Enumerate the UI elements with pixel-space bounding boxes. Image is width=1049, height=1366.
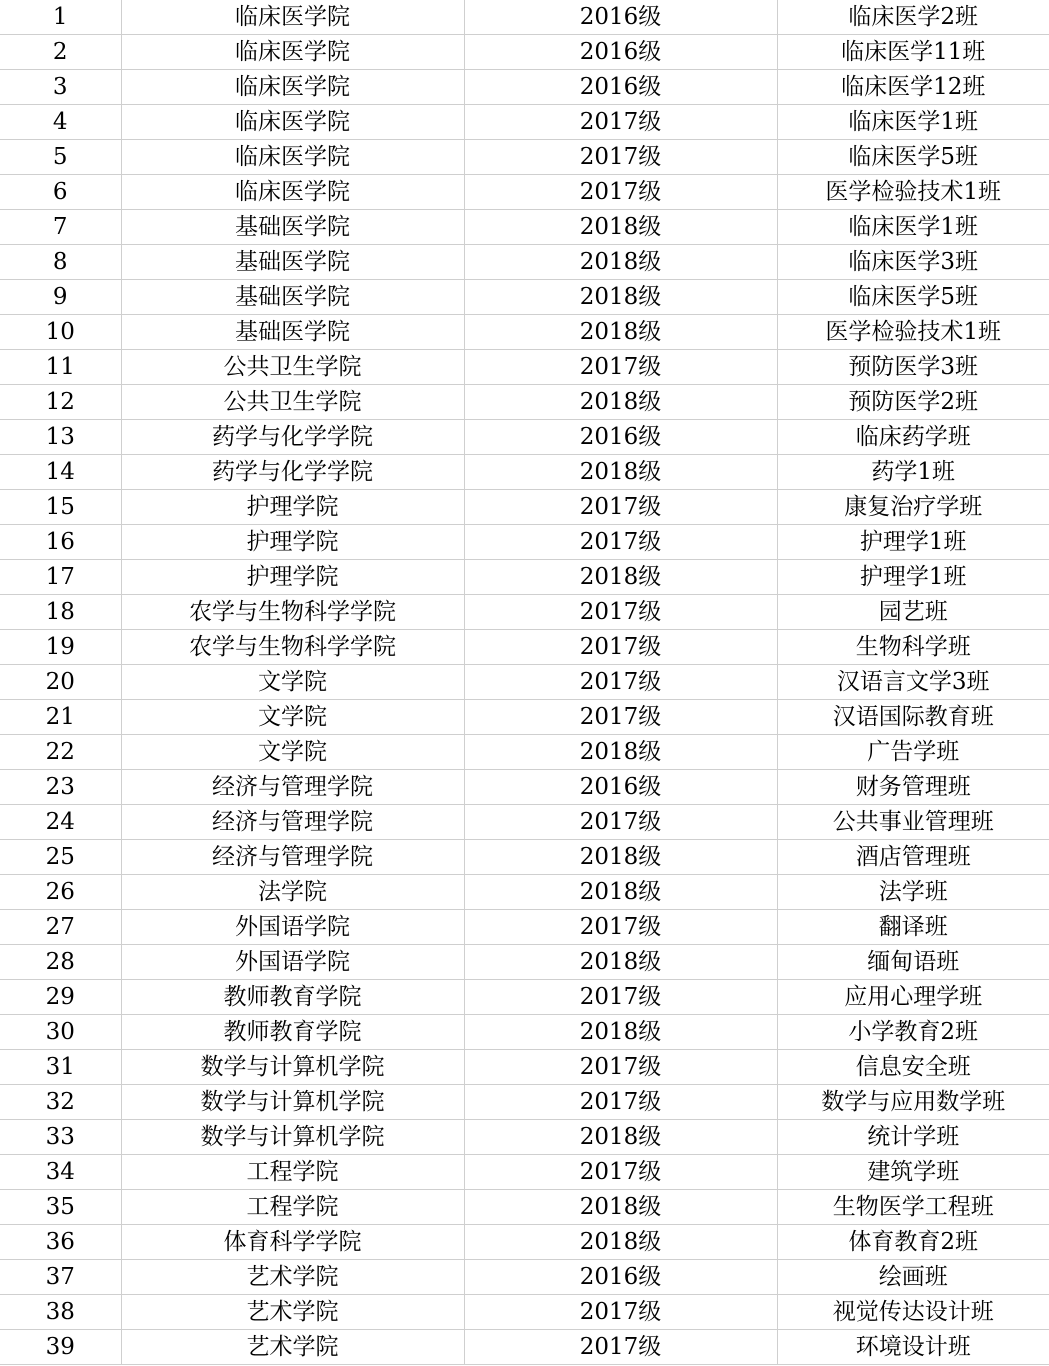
- table-row: [0, 350, 1049, 385]
- college-cell[interactable]: 农学与生物科学学院: [121, 630, 464, 665]
- class-name-cell[interactable]: 法学班: [777, 875, 1049, 910]
- class-name-cell[interactable]: 小学教育2班: [777, 1015, 1049, 1050]
- row-number-cell[interactable]: 21: [0, 700, 121, 735]
- college-cell[interactable]: 体育科学学院: [121, 1225, 464, 1260]
- college-cell[interactable]: 药学与化学学院: [121, 455, 464, 490]
- grade-cell[interactable]: 2017级: [464, 1155, 777, 1190]
- grade-cell[interactable]: 2018级: [464, 1120, 777, 1155]
- table-row: [0, 210, 1049, 245]
- college-cell[interactable]: 文学院: [121, 700, 464, 735]
- table-row: [0, 385, 1049, 420]
- table-row: [0, 630, 1049, 665]
- class-name-cell[interactable]: 建筑学班: [777, 1155, 1049, 1190]
- class-name-cell[interactable]: 财务管理班: [777, 770, 1049, 805]
- table-row: [0, 0, 1049, 35]
- row-number-cell[interactable]: 33: [0, 1120, 121, 1155]
- row-number-cell[interactable]: 36: [0, 1225, 121, 1260]
- class-name-cell[interactable]: 康复治疗学班: [777, 490, 1049, 525]
- grade-cell[interactable]: 2018级: [464, 315, 777, 350]
- row-number-cell[interactable]: 28: [0, 945, 121, 980]
- row-number-cell[interactable]: 5: [0, 140, 121, 175]
- college-cell[interactable]: 经济与管理学院: [121, 805, 464, 840]
- grade-cell[interactable]: 2018级: [464, 385, 777, 420]
- row-number-cell[interactable]: 4: [0, 105, 121, 140]
- grade-cell[interactable]: 2016级: [464, 0, 777, 35]
- table-row: [0, 280, 1049, 315]
- row-number-cell[interactable]: 6: [0, 175, 121, 210]
- row-number-cell[interactable]: 32: [0, 1085, 121, 1120]
- grade-cell[interactable]: 2017级: [464, 525, 777, 560]
- row-number-cell[interactable]: 17: [0, 560, 121, 595]
- college-cell[interactable]: 临床医学院: [121, 175, 464, 210]
- row-number-cell[interactable]: 19: [0, 630, 121, 665]
- table-row: [0, 980, 1049, 1015]
- row-number-cell[interactable]: 25: [0, 840, 121, 875]
- college-cell[interactable]: 艺术学院: [121, 1330, 464, 1365]
- table-row: [0, 315, 1049, 350]
- table-row: [0, 700, 1049, 735]
- grade-cell[interactable]: 2018级: [464, 875, 777, 910]
- table-row: [0, 1225, 1049, 1260]
- table-row: [0, 420, 1049, 455]
- college-cell[interactable]: 艺术学院: [121, 1260, 464, 1295]
- grade-cell[interactable]: 2016级: [464, 770, 777, 805]
- college-cell[interactable]: 文学院: [121, 665, 464, 700]
- college-cell[interactable]: 经济与管理学院: [121, 770, 464, 805]
- class-name-cell[interactable]: 汉语国际教育班: [777, 700, 1049, 735]
- class-name-cell[interactable]: 统计学班: [777, 1120, 1049, 1155]
- class-name-cell[interactable]: 药学1班: [777, 455, 1049, 490]
- table-row: [0, 1050, 1049, 1085]
- class-name-cell[interactable]: 广告学班: [777, 735, 1049, 770]
- table-row: [0, 1330, 1049, 1365]
- class-name-cell[interactable]: 临床医学1班: [777, 105, 1049, 140]
- row-number-cell[interactable]: 20: [0, 665, 121, 700]
- college-cell[interactable]: 基础医学院: [121, 315, 464, 350]
- row-number-cell[interactable]: 18: [0, 595, 121, 630]
- class-name-cell[interactable]: 汉语言文学3班: [777, 665, 1049, 700]
- grade-cell[interactable]: 2016级: [464, 1260, 777, 1295]
- table-row: [0, 35, 1049, 70]
- table-row: [0, 140, 1049, 175]
- college-cell[interactable]: 公共卫生学院: [121, 385, 464, 420]
- table-row: [0, 105, 1049, 140]
- grade-cell[interactable]: 2017级: [464, 1295, 777, 1330]
- college-cell[interactable]: 数学与计算机学院: [121, 1120, 464, 1155]
- row-number-cell[interactable]: 23: [0, 770, 121, 805]
- class-name-cell[interactable]: 临床医学12班: [777, 70, 1049, 105]
- table-row: [0, 770, 1049, 805]
- table-row: [0, 840, 1049, 875]
- class-name-cell[interactable]: 医学检验技术1班: [777, 315, 1049, 350]
- college-cell[interactable]: 文学院: [121, 735, 464, 770]
- row-number-cell[interactable]: 27: [0, 910, 121, 945]
- class-name-cell[interactable]: 临床医学5班: [777, 280, 1049, 315]
- grade-cell[interactable]: 2018级: [464, 245, 777, 280]
- college-cell[interactable]: 工程学院: [121, 1155, 464, 1190]
- college-cell[interactable]: 临床医学院: [121, 35, 464, 70]
- row-number-cell[interactable]: 22: [0, 735, 121, 770]
- row-number-cell[interactable]: 9: [0, 280, 121, 315]
- table-row: [0, 875, 1049, 910]
- class-name-cell[interactable]: 预防医学3班: [777, 350, 1049, 385]
- grade-cell[interactable]: 2016级: [464, 35, 777, 70]
- college-cell[interactable]: 法学院: [121, 875, 464, 910]
- row-number-cell[interactable]: 10: [0, 315, 121, 350]
- class-name-cell[interactable]: 应用心理学班: [777, 980, 1049, 1015]
- college-cell[interactable]: 经济与管理学院: [121, 840, 464, 875]
- table-row: [0, 490, 1049, 525]
- grade-cell[interactable]: 2017级: [464, 175, 777, 210]
- row-number-cell[interactable]: 37: [0, 1260, 121, 1295]
- table-row: [0, 1015, 1049, 1050]
- class-name-cell[interactable]: 酒店管理班: [777, 840, 1049, 875]
- class-name-cell[interactable]: 绘画班: [777, 1260, 1049, 1295]
- class-name-cell[interactable]: 环境设计班: [777, 1330, 1049, 1365]
- grade-cell[interactable]: 2018级: [464, 1190, 777, 1225]
- row-number-cell[interactable]: 26: [0, 875, 121, 910]
- grade-cell[interactable]: 2016级: [464, 420, 777, 455]
- table-row: [0, 1085, 1049, 1120]
- row-number-cell[interactable]: 12: [0, 385, 121, 420]
- row-number-cell[interactable]: 31: [0, 1050, 121, 1085]
- table-row: [0, 665, 1049, 700]
- college-cell[interactable]: 外国语学院: [121, 910, 464, 945]
- grade-cell[interactable]: 2017级: [464, 1050, 777, 1085]
- row-number-cell[interactable]: 29: [0, 980, 121, 1015]
- grade-cell[interactable]: 2017级: [464, 805, 777, 840]
- class-name-cell[interactable]: 临床医学1班: [777, 210, 1049, 245]
- table-row: [0, 1260, 1049, 1295]
- grade-cell[interactable]: 2018级: [464, 455, 777, 490]
- grade-cell[interactable]: 2017级: [464, 980, 777, 1015]
- class-name-cell[interactable]: 临床医学3班: [777, 245, 1049, 280]
- grade-cell[interactable]: 2016级: [464, 70, 777, 105]
- row-number-cell[interactable]: 24: [0, 805, 121, 840]
- row-number-cell[interactable]: 15: [0, 490, 121, 525]
- grade-cell[interactable]: 2017级: [464, 910, 777, 945]
- row-number-cell[interactable]: 11: [0, 350, 121, 385]
- college-cell[interactable]: 药学与化学学院: [121, 420, 464, 455]
- college-cell[interactable]: 基础医学院: [121, 210, 464, 245]
- row-number-cell[interactable]: 38: [0, 1295, 121, 1330]
- class-name-cell[interactable]: 护理学1班: [777, 525, 1049, 560]
- grade-cell[interactable]: 2017级: [464, 1330, 777, 1365]
- class-name-cell[interactable]: 生物医学工程班: [777, 1190, 1049, 1225]
- table-row: [0, 945, 1049, 980]
- grade-cell[interactable]: 2018级: [464, 1225, 777, 1260]
- class-name-cell[interactable]: 医学检验技术1班: [777, 175, 1049, 210]
- class-name-cell[interactable]: 临床医学2班: [777, 0, 1049, 35]
- class-name-cell[interactable]: 缅甸语班: [777, 945, 1049, 980]
- college-cell[interactable]: 临床医学院: [121, 140, 464, 175]
- college-cell[interactable]: 基础医学院: [121, 280, 464, 315]
- table-row: [0, 1155, 1049, 1190]
- table-row: [0, 1120, 1049, 1155]
- row-number-cell[interactable]: 30: [0, 1015, 121, 1050]
- class-name-cell[interactable]: 园艺班: [777, 595, 1049, 630]
- college-cell[interactable]: 护理学院: [121, 490, 464, 525]
- table-row: [0, 805, 1049, 840]
- grade-cell[interactable]: 2018级: [464, 1015, 777, 1050]
- row-number-cell[interactable]: 1: [0, 0, 121, 35]
- grade-cell[interactable]: 2018级: [464, 560, 777, 595]
- class-name-cell[interactable]: 翻译班: [777, 910, 1049, 945]
- row-number-cell[interactable]: 2: [0, 35, 121, 70]
- college-cell[interactable]: 临床医学院: [121, 70, 464, 105]
- college-cell[interactable]: 护理学院: [121, 560, 464, 595]
- row-number-cell[interactable]: 8: [0, 245, 121, 280]
- college-cell[interactable]: 数学与计算机学院: [121, 1085, 464, 1120]
- class-name-cell[interactable]: 公共事业管理班: [777, 805, 1049, 840]
- college-cell[interactable]: 基础医学院: [121, 245, 464, 280]
- table-row: [0, 175, 1049, 210]
- table-row: [0, 735, 1049, 770]
- college-cell[interactable]: 数学与计算机学院: [121, 1050, 464, 1085]
- row-number-cell[interactable]: 35: [0, 1190, 121, 1225]
- class-name-cell[interactable]: 信息安全班: [777, 1050, 1049, 1085]
- table-row: [0, 910, 1049, 945]
- grade-cell[interactable]: 2017级: [464, 350, 777, 385]
- grade-cell[interactable]: 2017级: [464, 1085, 777, 1120]
- class-name-cell[interactable]: 临床药学班: [777, 420, 1049, 455]
- college-cell[interactable]: 教师教育学院: [121, 1015, 464, 1050]
- college-cell[interactable]: 公共卫生学院: [121, 350, 464, 385]
- table-row: [0, 245, 1049, 280]
- row-number-cell[interactable]: 34: [0, 1155, 121, 1190]
- table-row: [0, 70, 1049, 105]
- class-name-cell[interactable]: 临床医学11班: [777, 35, 1049, 70]
- grade-cell[interactable]: 2017级: [464, 595, 777, 630]
- grade-cell[interactable]: 2017级: [464, 105, 777, 140]
- college-cell[interactable]: 临床医学院: [121, 105, 464, 140]
- table-row: [0, 595, 1049, 630]
- row-number-cell[interactable]: 16: [0, 525, 121, 560]
- class-name-cell[interactable]: 视觉传达设计班: [777, 1295, 1049, 1330]
- grade-cell[interactable]: 2017级: [464, 665, 777, 700]
- college-cell[interactable]: 艺术学院: [121, 1295, 464, 1330]
- row-number-cell[interactable]: 13: [0, 420, 121, 455]
- grade-cell[interactable]: 2017级: [464, 630, 777, 665]
- grade-cell[interactable]: 2018级: [464, 840, 777, 875]
- class-name-cell[interactable]: 体育教育2班: [777, 1225, 1049, 1260]
- table-row: [0, 1190, 1049, 1225]
- college-cell[interactable]: 农学与生物科学学院: [121, 595, 464, 630]
- class-name-cell[interactable]: 临床医学5班: [777, 140, 1049, 175]
- row-number-cell[interactable]: 3: [0, 70, 121, 105]
- table-row: [0, 455, 1049, 490]
- grade-cell[interactable]: 2017级: [464, 490, 777, 525]
- table-row: [0, 525, 1049, 560]
- college-cell[interactable]: 临床医学院: [121, 0, 464, 35]
- college-cell[interactable]: 外国语学院: [121, 945, 464, 980]
- grade-cell[interactable]: 2018级: [464, 280, 777, 315]
- grade-cell[interactable]: 2017级: [464, 700, 777, 735]
- grade-cell[interactable]: 2017级: [464, 140, 777, 175]
- grade-cell[interactable]: 2018级: [464, 210, 777, 245]
- table-row: [0, 560, 1049, 595]
- grade-cell[interactable]: 2018级: [464, 735, 777, 770]
- class-name-cell[interactable]: 预防医学2班: [777, 385, 1049, 420]
- college-cell[interactable]: 护理学院: [121, 525, 464, 560]
- class-name-cell[interactable]: 护理学1班: [777, 560, 1049, 595]
- grade-cell[interactable]: 2018级: [464, 945, 777, 980]
- table-row: [0, 1295, 1049, 1330]
- row-number-cell[interactable]: 14: [0, 455, 121, 490]
- class-name-cell[interactable]: 数学与应用数学班: [777, 1085, 1049, 1120]
- row-number-cell[interactable]: 39: [0, 1330, 121, 1365]
- college-cell[interactable]: 教师教育学院: [121, 980, 464, 1015]
- class-name-cell[interactable]: 生物科学班: [777, 630, 1049, 665]
- row-number-cell[interactable]: 7: [0, 210, 121, 245]
- college-cell[interactable]: 工程学院: [121, 1190, 464, 1225]
